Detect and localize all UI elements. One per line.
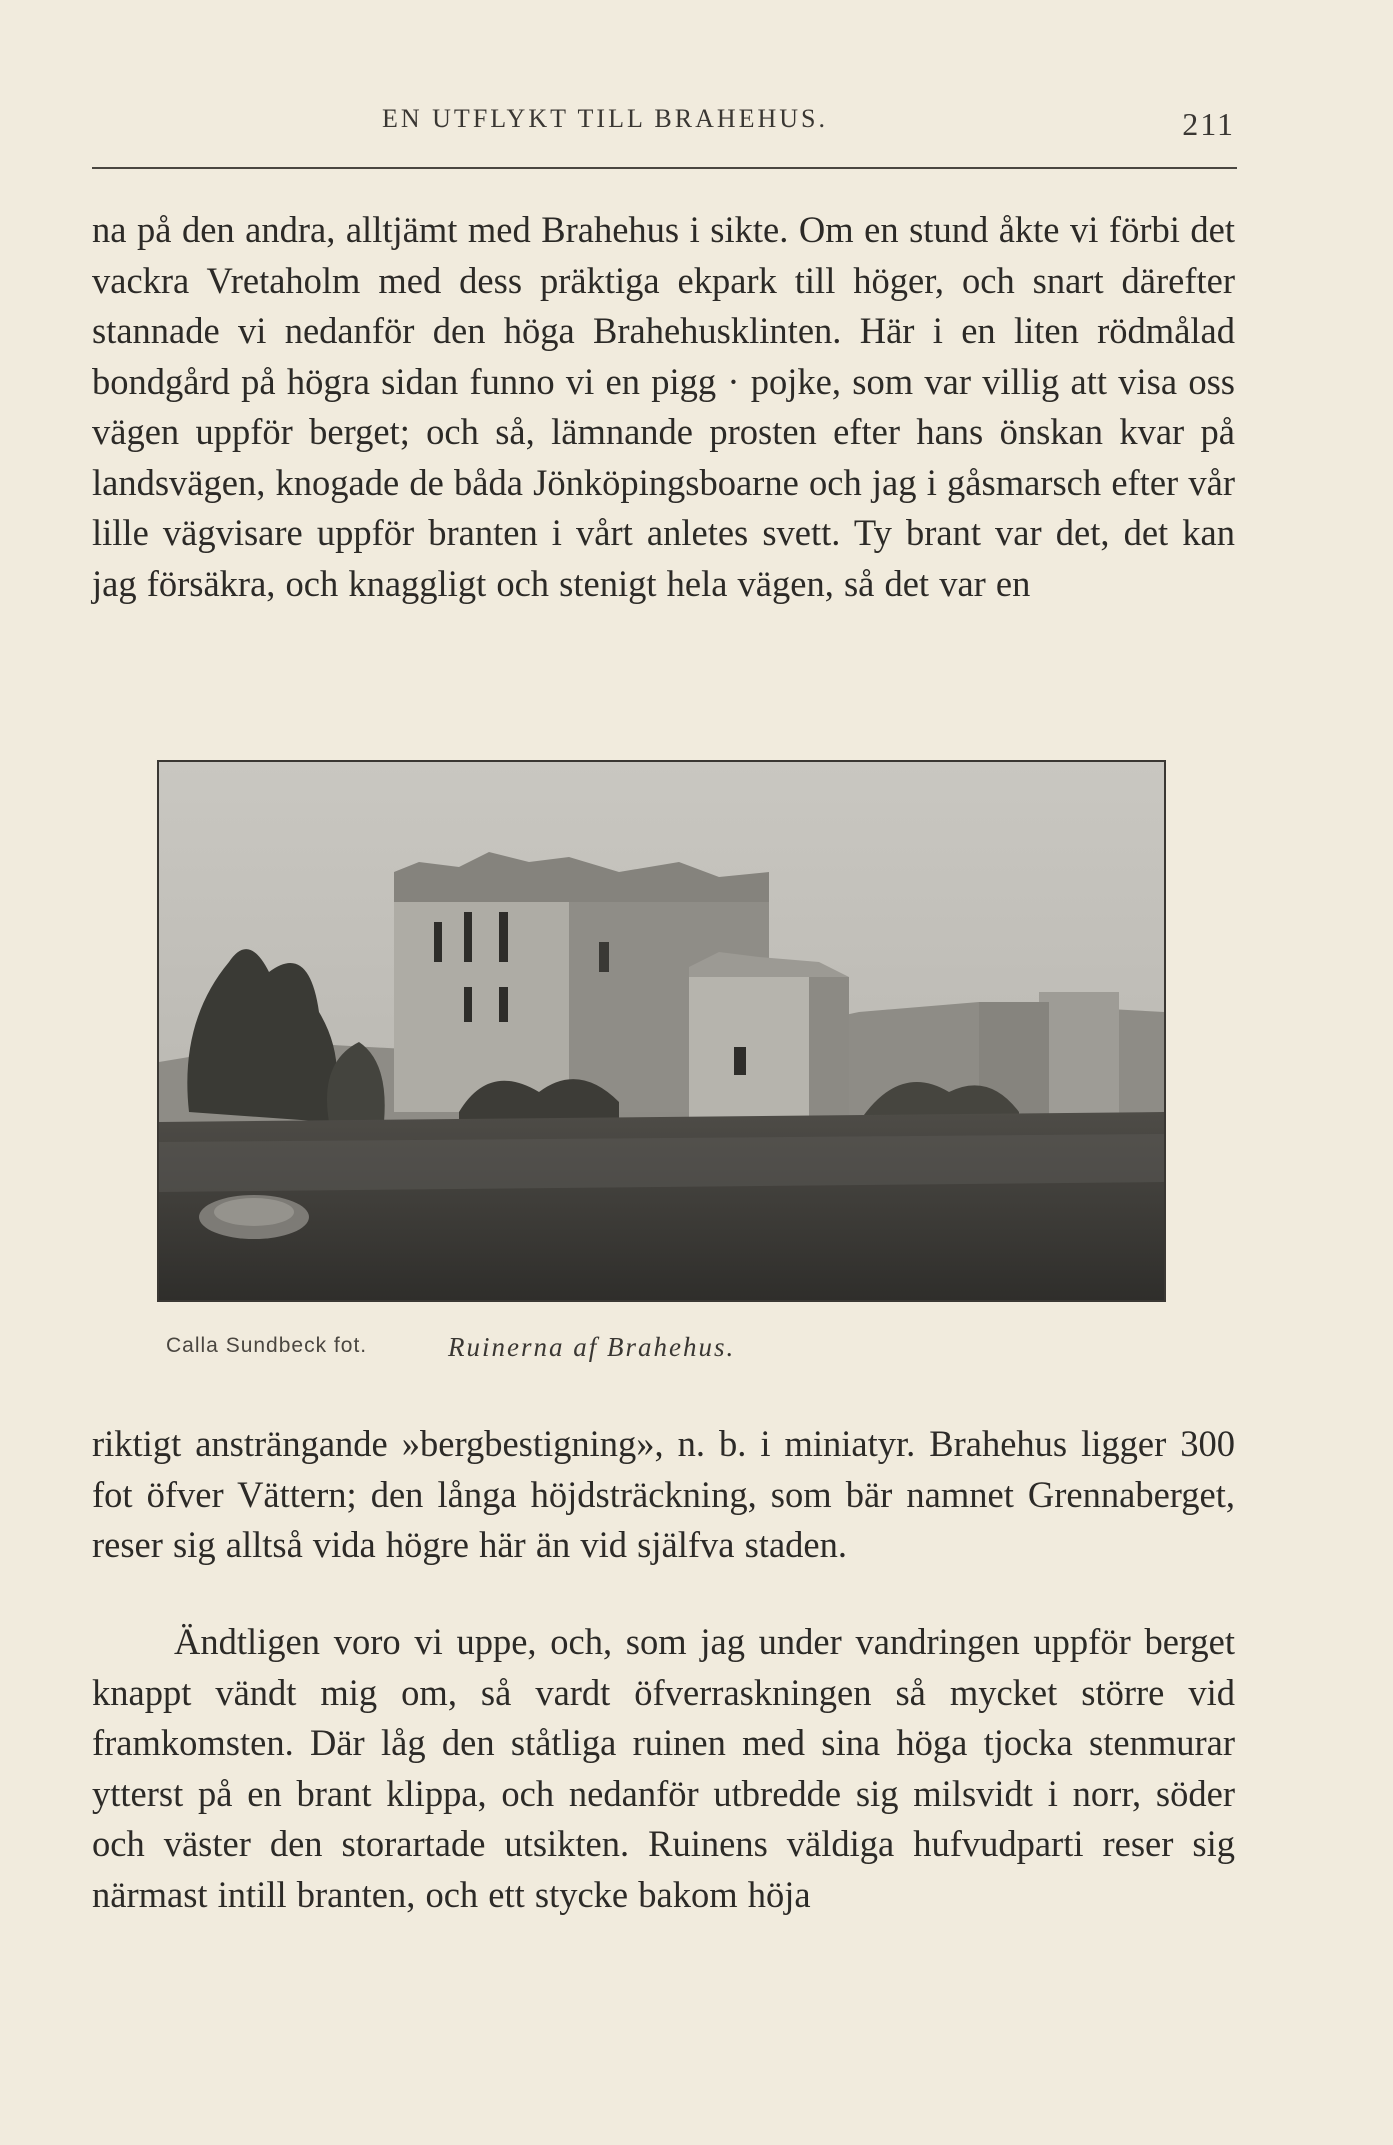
- header-rule: [92, 167, 1237, 169]
- photo-credit: Calla Sundbeck fot.: [166, 1334, 368, 1357]
- running-title: EN UTFLYKT TILL BRAHEHUS.: [382, 104, 829, 133]
- ruin-photo-illustration: [159, 762, 1164, 1300]
- figure-caption: Ruinerna af Brahehus.: [448, 1332, 736, 1362]
- paragraph-3: Ändtligen voro vi uppe, och, som jag under vandringen uppför berget knappt vändt mig om, så vardt öfverraskningen så mycket större vid framkomsten. Där låg den ståtliga ruinen med sina höga tjocka stenmurar ytterst på en brant klippa, och nedanför utbredde sig milsvidt i norr, söder och väster den storartade utsikten. Ruinens väldiga hufvudparti reser sig närmast intill branten, och ett stycke bakom höja: [92, 1621, 1235, 1915]
- running-header: [92, 104, 1235, 148]
- paragraph-1: na på den andra, alltjämt med Brahehus i sikte. Om en stund åkte vi förbi det vackra Vretaholm med dess präktiga ekpark till höger, och snart därefter stannade vi nedanför den höga Brahehusklinten. Här i en liten rödmålad bondgård på högra sidan funno vi en pigg · pojke, som var villig att visa oss vägen uppför berget; och så, lämnande prosten efter hans önskan kvar på landsvägen, knogade de båda Jönköpingsboarne och jag i gåsmarsch efter vår lille vägvisare uppför branten i vårt anletes svett. Ty brant var det, det kan jag försäkra, och knaggligt och stenigt hela vägen, så det var en: [92, 209, 1235, 604]
- paragraph-2: riktigt ansträngande »bergbestigning», n. b. i miniatyr. Brahehus ligger 300 fot öfver Vättern; den långa höjdsträckning, som bär namnet Grennaberget, reser sig alltså vida högre här än vid själfva staden.: [92, 1423, 1235, 1565]
- ruin-photograph: [157, 760, 1166, 1302]
- page-number: 211: [1182, 106, 1235, 142]
